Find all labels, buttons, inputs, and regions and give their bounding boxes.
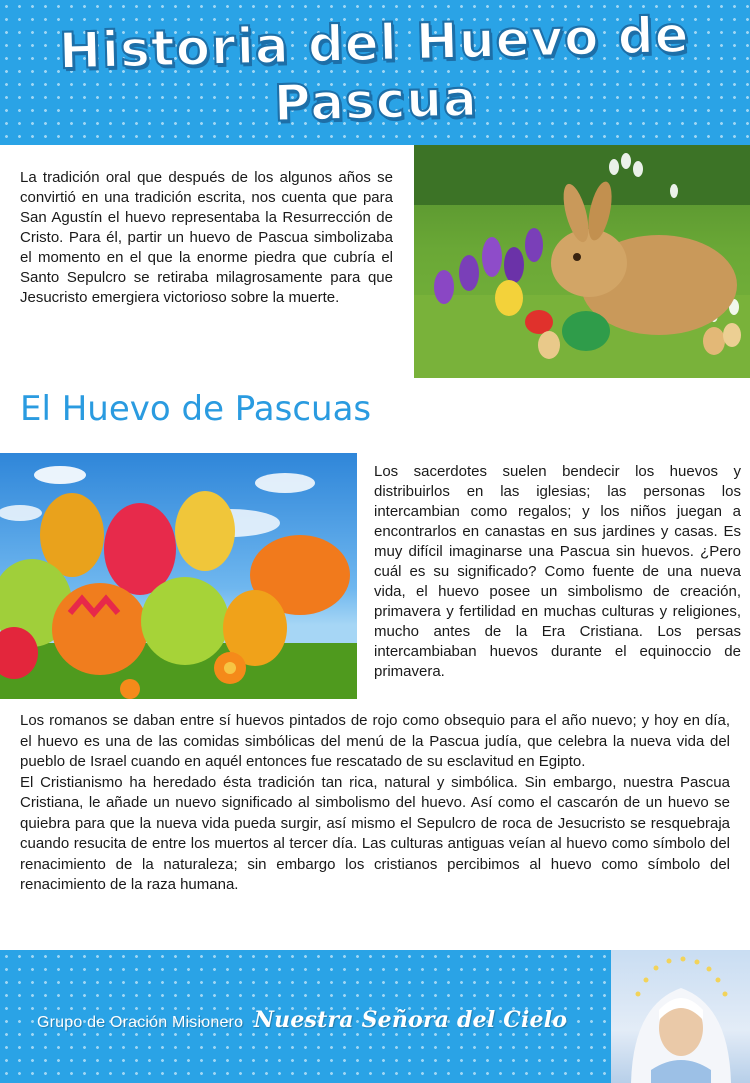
footer-group-name: Nuestra Señora del Cielo <box>253 1007 568 1033</box>
egg-side-paragraph: Los sacerdotes suelen bendecir los huevos y distribuirlos en las iglesias; las personas los intercambian como regalos; y los niños juegan a encontrarlos en canastas en sus jardines y casas. Es muy difícil imaginarse una Pascua sin huevos. ¿Pero cuál es su significado? Como fuente de una nueva vida, el huevo posee un simbolismo de creación, primavera y fertilidad en muchas culturas y religiones, mucho antes de la Era Cristiana. Los persas intercambiaban huevos durante el equinoccio de primavera. <box>374 463 741 680</box>
virgin-mary-illustration <box>611 950 750 1083</box>
section-heading: El Huevo de Pascuas <box>20 389 372 429</box>
body-paragraph-1: Los romanos se daban entre sí huevos pintados de rojo como obsequio para el año nuevo; y hoy en día, el huevo es una de las comidas simbólicas del menú de la Pascua judía, que celebra la nueva vida del pueblo de Israel cuando en aquél entonces fue rescatado de su esclavitud en Egipto. <box>20 712 730 770</box>
header-banner <box>0 0 750 145</box>
virgin-mary-image <box>611 950 750 1083</box>
footer-banner <box>0 950 750 1083</box>
footer-group-label: Grupo de Oración Misionero <box>37 1014 244 1031</box>
intro-paragraph: La tradición oral que después de los algunos años se convirtió en una tradición escrita, nos cuenta que para San Agustín el huevo representaba la Resurrección de Cristo. Para él, partir un huevo de Pascua simbolizaba el momento en el que la enorme piedra que cubría el Santo Sepulcro se retiraba milagrosamente para que Jesucristo emergiera victorioso sobre la muerte. <box>20 169 393 306</box>
body-text <box>20 711 730 896</box>
footer-credit <box>37 1007 567 1033</box>
easter-bunny-illustration <box>414 145 750 378</box>
page-title: Historia del Huevo de Pascua <box>58 5 691 133</box>
easter-bunny-image <box>414 145 750 378</box>
easter-eggs-illustration <box>0 453 357 699</box>
body-paragraph-2: El Cristianismo ha heredado ésta tradición tan rica, natural y simbólica. Sin embargo, nuestra Pascua Cristiana, le añade un nuevo significado al simbolismo del huevo. Así como el cascarón de un huevo se quiebra para que la nueva vida pueda surgir, así mismo el Sepulcro de roca de Jesucristo se resquebraja cuando resucita de entre los muertos al tercer día. Las culturas antiguas veían al huevo como símbolo del renacimiento de la naturaleza; sin embargo los cristianos percibimos al huevo como símbolo del renacimiento de la raza humana. <box>20 773 730 893</box>
easter-eggs-image <box>0 453 357 699</box>
